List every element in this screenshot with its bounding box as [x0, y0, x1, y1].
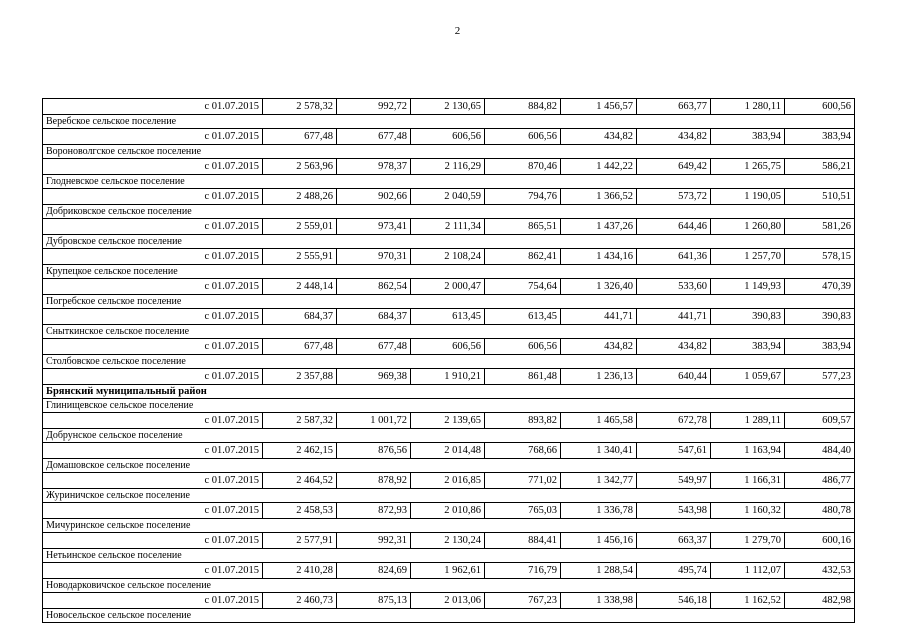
value-cell: 1 236,13: [561, 369, 637, 385]
value-cell: 824,69: [337, 563, 411, 579]
value-cell: 600,56: [785, 99, 855, 115]
value-cell: 2 488,26: [263, 189, 337, 205]
table-row: [43, 503, 855, 519]
value-cell: 1 465,58: [561, 413, 637, 429]
value-cell: 2 357,88: [263, 369, 337, 385]
table-row: [43, 309, 855, 325]
value-cell: 771,02: [485, 473, 561, 489]
settlement-name: Сныткинское сельское поселение: [43, 325, 855, 339]
table-row: [43, 159, 855, 175]
date-cell: с 01.07.2015: [43, 533, 263, 549]
value-cell: 992,72: [337, 99, 411, 115]
value-cell: 2 410,28: [263, 563, 337, 579]
settlement-name: Добрунское сельское поселение: [43, 429, 855, 443]
settlement-name-row: [43, 205, 855, 219]
value-cell: 2 587,32: [263, 413, 337, 429]
value-cell: 1 910,21: [411, 369, 485, 385]
value-cell: 613,45: [411, 309, 485, 325]
value-cell: 1 366,52: [561, 189, 637, 205]
date-cell: с 01.07.2015: [43, 473, 263, 489]
page-number: 2: [454, 25, 461, 37]
value-cell: 383,94: [711, 129, 785, 145]
value-cell: 878,92: [337, 473, 411, 489]
settlement-name: Журиничское сельское поселение: [43, 489, 855, 503]
date-cell: с 01.07.2015: [43, 593, 263, 609]
value-cell: 1 336,78: [561, 503, 637, 519]
value-cell: 663,37: [637, 533, 711, 549]
value-cell: 644,46: [637, 219, 711, 235]
table-row: [43, 339, 855, 355]
value-cell: 1 340,41: [561, 443, 637, 459]
value-cell: 677,48: [337, 339, 411, 355]
date-cell: с 01.07.2015: [43, 159, 263, 175]
value-cell: 684,37: [263, 309, 337, 325]
value-cell: 1 265,75: [711, 159, 785, 175]
value-cell: 876,56: [337, 443, 411, 459]
settlement-name: Вороноволгское сельское поселение: [43, 145, 855, 159]
settlement-name: Глодневское сельское поселение: [43, 175, 855, 189]
value-cell: 992,31: [337, 533, 411, 549]
value-cell: 383,94: [785, 129, 855, 145]
value-cell: 1 163,94: [711, 443, 785, 459]
value-cell: 549,97: [637, 473, 711, 489]
value-cell: 1 112,07: [711, 563, 785, 579]
settlement-name: Столбовское сельское поселение: [43, 355, 855, 369]
value-cell: 2 464,52: [263, 473, 337, 489]
value-cell: 2 010,86: [411, 503, 485, 519]
settlement-name-row: [43, 399, 855, 413]
table-row: [43, 369, 855, 385]
value-cell: 1 059,67: [711, 369, 785, 385]
value-cell: 609,57: [785, 413, 855, 429]
value-cell: 902,66: [337, 189, 411, 205]
value-cell: 2 577,91: [263, 533, 337, 549]
value-cell: 1 434,16: [561, 249, 637, 265]
settlement-name: Новосельское сельское поселение: [43, 609, 855, 623]
value-cell: 663,77: [637, 99, 711, 115]
settlement-name-row: [43, 145, 855, 159]
value-cell: 2 016,85: [411, 473, 485, 489]
value-cell: 2 000,47: [411, 279, 485, 295]
date-cell: с 01.07.2015: [43, 249, 263, 265]
date-cell: с 01.07.2015: [43, 503, 263, 519]
value-cell: 1 260,80: [711, 219, 785, 235]
date-cell: с 01.07.2015: [43, 413, 263, 429]
value-cell: 862,54: [337, 279, 411, 295]
settlement-name-row: [43, 519, 855, 533]
date-cell: с 01.07.2015: [43, 443, 263, 459]
value-cell: 383,94: [785, 339, 855, 355]
table-row: [43, 533, 855, 549]
value-cell: 754,64: [485, 279, 561, 295]
value-cell: 482,98: [785, 593, 855, 609]
value-cell: 533,60: [637, 279, 711, 295]
value-cell: 434,82: [637, 339, 711, 355]
settlement-name-row: [43, 175, 855, 189]
value-cell: 434,82: [561, 339, 637, 355]
settlement-name: Домашовское сельское поселение: [43, 459, 855, 473]
value-cell: 1 149,93: [711, 279, 785, 295]
value-cell: 1 326,40: [561, 279, 637, 295]
settlement-name-row: [43, 325, 855, 339]
value-cell: 390,83: [785, 309, 855, 325]
value-cell: 884,41: [485, 533, 561, 549]
value-cell: 2 559,01: [263, 219, 337, 235]
value-cell: 684,37: [337, 309, 411, 325]
settlement-name-row: [43, 579, 855, 593]
value-cell: 641,36: [637, 249, 711, 265]
value-cell: 865,51: [485, 219, 561, 235]
value-cell: 480,78: [785, 503, 855, 519]
district-heading-row: [43, 385, 855, 399]
value-cell: 578,15: [785, 249, 855, 265]
value-cell: 1 289,11: [711, 413, 785, 429]
value-cell: 2 130,65: [411, 99, 485, 115]
table-row: [43, 473, 855, 489]
table-row: [43, 219, 855, 235]
value-cell: 2 111,34: [411, 219, 485, 235]
value-cell: 861,48: [485, 369, 561, 385]
value-cell: 672,78: [637, 413, 711, 429]
value-cell: 640,44: [637, 369, 711, 385]
settlement-name-row: [43, 459, 855, 473]
value-cell: 1 257,70: [711, 249, 785, 265]
value-cell: 543,98: [637, 503, 711, 519]
settlement-name-row: [43, 609, 855, 623]
table-row: [43, 99, 855, 115]
value-cell: 794,76: [485, 189, 561, 205]
date-cell: с 01.07.2015: [43, 339, 263, 355]
settlement-name-row: [43, 429, 855, 443]
date-cell: с 01.07.2015: [43, 563, 263, 579]
value-cell: 716,79: [485, 563, 561, 579]
table-row: [43, 563, 855, 579]
value-cell: 1 160,32: [711, 503, 785, 519]
settlement-name: Глинищевское сельское поселение: [43, 399, 855, 413]
value-cell: 649,42: [637, 159, 711, 175]
value-cell: 1 342,77: [561, 473, 637, 489]
value-cell: 2 462,15: [263, 443, 337, 459]
value-cell: 2 040,59: [411, 189, 485, 205]
value-cell: 2 448,14: [263, 279, 337, 295]
table-row: [43, 279, 855, 295]
value-cell: 872,93: [337, 503, 411, 519]
settlement-name: Добриковское сельское поселение: [43, 205, 855, 219]
value-cell: 573,72: [637, 189, 711, 205]
settlement-name: Крупецкое сельское поселение: [43, 265, 855, 279]
value-cell: 875,13: [337, 593, 411, 609]
value-cell: 893,82: [485, 413, 561, 429]
value-cell: 577,23: [785, 369, 855, 385]
date-cell: с 01.07.2015: [43, 99, 263, 115]
value-cell: 970,31: [337, 249, 411, 265]
value-cell: 2 555,91: [263, 249, 337, 265]
value-cell: 768,66: [485, 443, 561, 459]
settlement-name-row: [43, 235, 855, 249]
value-cell: 606,56: [485, 339, 561, 355]
table-row: [43, 189, 855, 205]
value-cell: 2 108,24: [411, 249, 485, 265]
table-row: [43, 249, 855, 265]
value-cell: 870,46: [485, 159, 561, 175]
value-cell: 2 578,32: [263, 99, 337, 115]
value-cell: 1 279,70: [711, 533, 785, 549]
value-cell: 546,18: [637, 593, 711, 609]
date-cell: с 01.07.2015: [43, 129, 263, 145]
settlement-name-row: [43, 115, 855, 129]
value-cell: 434,82: [637, 129, 711, 145]
settlement-name: Мичуринское сельское поселение: [43, 519, 855, 533]
value-cell: 1 162,52: [711, 593, 785, 609]
value-cell: 1 166,31: [711, 473, 785, 489]
settlement-name: Дубровское сельское поселение: [43, 235, 855, 249]
value-cell: 1 442,22: [561, 159, 637, 175]
value-cell: 606,56: [411, 129, 485, 145]
value-cell: 2 139,65: [411, 413, 485, 429]
value-cell: 884,82: [485, 99, 561, 115]
settlement-name: Нетьинское сельское поселение: [43, 549, 855, 563]
value-cell: 2 460,73: [263, 593, 337, 609]
value-cell: 390,83: [711, 309, 785, 325]
value-cell: 484,40: [785, 443, 855, 459]
value-cell: 606,56: [485, 129, 561, 145]
settlement-name-row: [43, 265, 855, 279]
tariff-table: [42, 98, 855, 623]
value-cell: 1 288,54: [561, 563, 637, 579]
value-cell: 969,38: [337, 369, 411, 385]
value-cell: 470,39: [785, 279, 855, 295]
table-row: [43, 413, 855, 429]
value-cell: 441,71: [637, 309, 711, 325]
value-cell: 1 456,57: [561, 99, 637, 115]
value-cell: 2 458,53: [263, 503, 337, 519]
table-row: [43, 443, 855, 459]
value-cell: 973,41: [337, 219, 411, 235]
value-cell: 547,61: [637, 443, 711, 459]
table-row: [43, 129, 855, 145]
date-cell: с 01.07.2015: [43, 279, 263, 295]
value-cell: 1 280,11: [711, 99, 785, 115]
settlement-name: Погребское сельское поселение: [43, 295, 855, 309]
settlement-name: Веребское сельское поселение: [43, 115, 855, 129]
value-cell: 581,26: [785, 219, 855, 235]
value-cell: 613,45: [485, 309, 561, 325]
value-cell: 765,03: [485, 503, 561, 519]
table-body: [43, 99, 855, 623]
value-cell: 1 437,26: [561, 219, 637, 235]
value-cell: 432,53: [785, 563, 855, 579]
value-cell: 2 116,29: [411, 159, 485, 175]
settlement-name-row: [43, 489, 855, 503]
value-cell: 2 014,48: [411, 443, 485, 459]
value-cell: 586,21: [785, 159, 855, 175]
value-cell: 1 190,05: [711, 189, 785, 205]
value-cell: 1 456,16: [561, 533, 637, 549]
value-cell: 2 563,96: [263, 159, 337, 175]
settlement-name-row: [43, 355, 855, 369]
date-cell: с 01.07.2015: [43, 309, 263, 325]
settlement-name-row: [43, 295, 855, 309]
value-cell: 2 013,06: [411, 593, 485, 609]
district-heading: Брянский муниципальный район: [43, 385, 855, 399]
settlement-name-row: [43, 549, 855, 563]
value-cell: 978,37: [337, 159, 411, 175]
settlement-name: Новодарковичское сельское поселение: [43, 579, 855, 593]
value-cell: 441,71: [561, 309, 637, 325]
value-cell: 1 338,98: [561, 593, 637, 609]
value-cell: 495,74: [637, 563, 711, 579]
value-cell: 767,23: [485, 593, 561, 609]
date-cell: с 01.07.2015: [43, 189, 263, 205]
value-cell: 677,48: [263, 339, 337, 355]
value-cell: 677,48: [337, 129, 411, 145]
value-cell: 600,16: [785, 533, 855, 549]
table-row: [43, 593, 855, 609]
value-cell: 510,51: [785, 189, 855, 205]
value-cell: 862,41: [485, 249, 561, 265]
date-cell: с 01.07.2015: [43, 219, 263, 235]
value-cell: 486,77: [785, 473, 855, 489]
value-cell: 677,48: [263, 129, 337, 145]
value-cell: 606,56: [411, 339, 485, 355]
value-cell: 383,94: [711, 339, 785, 355]
date-cell: с 01.07.2015: [43, 369, 263, 385]
value-cell: 1 001,72: [337, 413, 411, 429]
value-cell: 2 130,24: [411, 533, 485, 549]
value-cell: 1 962,61: [411, 563, 485, 579]
value-cell: 434,82: [561, 129, 637, 145]
